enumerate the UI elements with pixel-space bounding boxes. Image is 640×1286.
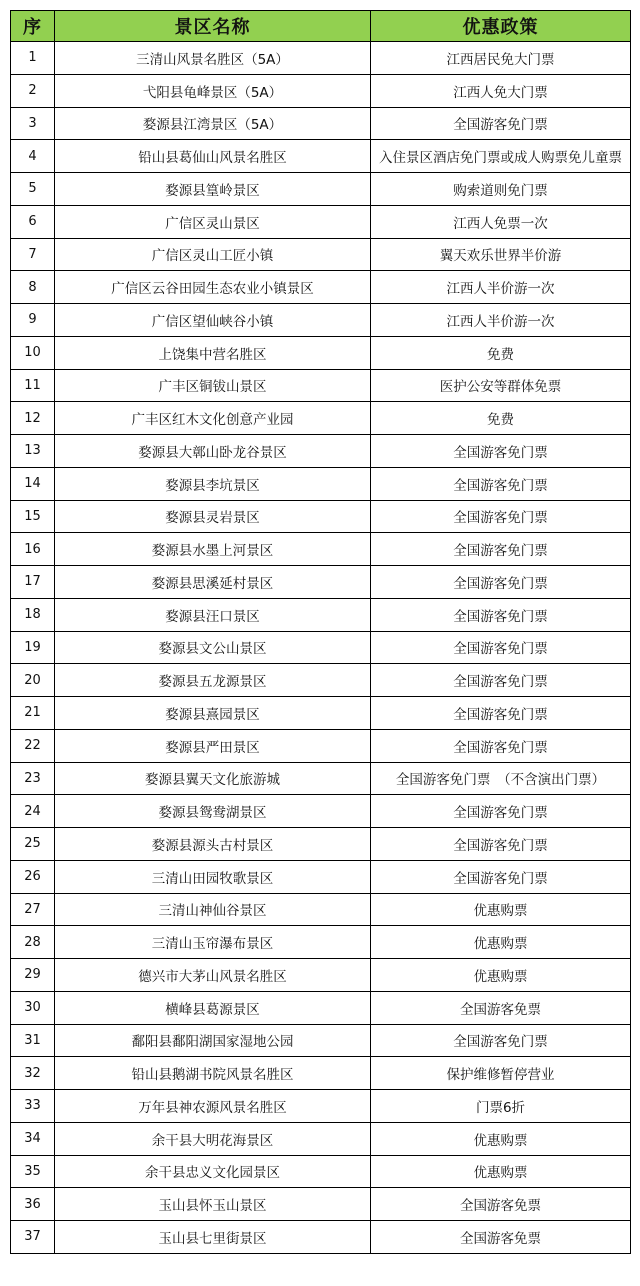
- row-index-cell: 9: [11, 304, 55, 337]
- policy-cell: 全国游客免门票: [371, 598, 631, 631]
- attraction-name-cell: 玉山县七里街景区: [55, 1221, 371, 1254]
- table-row: [11, 762, 631, 795]
- table-row: [11, 1057, 631, 1090]
- table-row: [11, 173, 631, 206]
- attraction-name-cell: 三清山神仙谷景区: [55, 893, 371, 926]
- attraction-name-cell: 横峰县葛源景区: [55, 991, 371, 1024]
- row-index-cell: 18: [11, 598, 55, 631]
- table-row: [11, 1188, 631, 1221]
- attraction-name-cell: 婺源县水墨上河景区: [55, 533, 371, 566]
- table-row: [11, 991, 631, 1024]
- attractions-policy-table: [10, 10, 631, 1254]
- policy-cell: 全国游客免门票: [371, 107, 631, 140]
- table-row: [11, 140, 631, 173]
- table-row: [11, 500, 631, 533]
- table-row: [11, 566, 631, 599]
- row-index-cell: 28: [11, 926, 55, 959]
- row-index-cell: 27: [11, 893, 55, 926]
- row-index-cell: 32: [11, 1057, 55, 1090]
- policy-cell: 门票6折: [371, 1090, 631, 1123]
- row-index-cell: 7: [11, 238, 55, 271]
- row-index-cell: 16: [11, 533, 55, 566]
- header-row: [11, 11, 631, 42]
- policy-cell: 江西人免大门票: [371, 74, 631, 107]
- row-index-cell: 35: [11, 1155, 55, 1188]
- policy-cell: 全国游客免门票: [371, 566, 631, 599]
- policy-cell: 全国游客免门票: [371, 467, 631, 500]
- row-index-cell: 19: [11, 631, 55, 664]
- attraction-name-cell: 三清山田园牧歌景区: [55, 860, 371, 893]
- row-index-cell: 4: [11, 140, 55, 173]
- policy-cell: 全国游客免门票: [371, 697, 631, 730]
- row-index-cell: 14: [11, 467, 55, 500]
- row-index-cell: 23: [11, 762, 55, 795]
- table-row: [11, 893, 631, 926]
- table-row: [11, 664, 631, 697]
- attraction-name-cell: 铅山县葛仙山风景名胜区: [55, 140, 371, 173]
- attraction-name-cell: 婺源县鸳鸯湖景区: [55, 795, 371, 828]
- header-index: 序: [11, 11, 55, 42]
- table-row: [11, 402, 631, 435]
- row-index-cell: 30: [11, 991, 55, 1024]
- row-index-cell: 21: [11, 697, 55, 730]
- table-row: [11, 828, 631, 861]
- attraction-name-cell: 三清山玉帘瀑布景区: [55, 926, 371, 959]
- policy-cell: 全国游客免门票: [371, 533, 631, 566]
- attraction-name-cell: 婺源县严田景区: [55, 729, 371, 762]
- attraction-name-cell: 广信区云谷田园生态农业小镇景区: [55, 271, 371, 304]
- row-index-cell: 26: [11, 860, 55, 893]
- attraction-name-cell: 广信区望仙峡谷小镇: [55, 304, 371, 337]
- policy-cell: 入住景区酒店免门票或成人购票免儿童票: [371, 140, 631, 173]
- table-row: [11, 435, 631, 468]
- table-row: [11, 959, 631, 992]
- table-row: [11, 697, 631, 730]
- table-row: [11, 42, 631, 75]
- policy-cell: 江西居民免大门票: [371, 42, 631, 75]
- table-row: [11, 598, 631, 631]
- policy-cell: 优惠购票: [371, 1122, 631, 1155]
- row-index-cell: 36: [11, 1188, 55, 1221]
- attraction-name-cell: 婺源县大鄣山卧龙谷景区: [55, 435, 371, 468]
- attraction-name-cell: 广信区灵山景区: [55, 205, 371, 238]
- attraction-name-cell: 广丰区铜钹山景区: [55, 369, 371, 402]
- attraction-name-cell: 婺源县熹园景区: [55, 697, 371, 730]
- policy-cell: 江西人半价游一次: [371, 304, 631, 337]
- header-attraction-name: 景区名称: [55, 11, 371, 42]
- policy-cell: 优惠购票: [371, 893, 631, 926]
- policy-cell: 全国游客免门票: [371, 500, 631, 533]
- table-row: [11, 369, 631, 402]
- attraction-name-cell: 婺源县篁岭景区: [55, 173, 371, 206]
- table-row: [11, 238, 631, 271]
- table-row: [11, 304, 631, 337]
- attraction-name-cell: 三清山风景名胜区（5A）: [55, 42, 371, 75]
- attraction-name-cell: 婺源县文公山景区: [55, 631, 371, 664]
- attraction-name-cell: 德兴市大茅山风景名胜区: [55, 959, 371, 992]
- table-row: [11, 860, 631, 893]
- attraction-name-cell: 婺源县源头古村景区: [55, 828, 371, 861]
- attraction-name-cell: 弋阳县龟峰景区（5A）: [55, 74, 371, 107]
- policy-cell: 全国游客免门票: [371, 631, 631, 664]
- table-row: [11, 107, 631, 140]
- policy-cell: 免费: [371, 402, 631, 435]
- table-row: [11, 74, 631, 107]
- policy-cell: 全国游客免门票: [371, 795, 631, 828]
- attraction-name-cell: 婺源县翼天文化旅游城: [55, 762, 371, 795]
- table-row: [11, 1155, 631, 1188]
- attraction-name-cell: 婺源县汪口景区: [55, 598, 371, 631]
- attractions-table-sheet: [10, 10, 631, 1254]
- attraction-name-cell: 铅山县鹅湖书院风景名胜区: [55, 1057, 371, 1090]
- table-row: [11, 631, 631, 664]
- row-index-cell: 20: [11, 664, 55, 697]
- policy-cell: 免费: [371, 336, 631, 369]
- attraction-name-cell: 广丰区红木文化创意产业园: [55, 402, 371, 435]
- table-row: [11, 1221, 631, 1254]
- attraction-name-cell: 上饶集中营名胜区: [55, 336, 371, 369]
- table-row: [11, 926, 631, 959]
- attraction-name-cell: 婺源县江湾景区（5A）: [55, 107, 371, 140]
- policy-cell: 江西人半价游一次: [371, 271, 631, 304]
- policy-cell: 全国游客免票: [371, 991, 631, 1024]
- row-index-cell: 31: [11, 1024, 55, 1057]
- attraction-name-cell: 婺源县思溪延村景区: [55, 566, 371, 599]
- policy-cell: 全国游客免票: [371, 1188, 631, 1221]
- attraction-name-cell: 广信区灵山工匠小镇: [55, 238, 371, 271]
- policy-cell: 优惠购票: [371, 926, 631, 959]
- policy-cell: 全国游客免门票: [371, 828, 631, 861]
- row-index-cell: 2: [11, 74, 55, 107]
- row-index-cell: 8: [11, 271, 55, 304]
- attraction-name-cell: 玉山县怀玉山景区: [55, 1188, 371, 1221]
- policy-cell: 全国游客免票: [371, 1221, 631, 1254]
- row-index-cell: 34: [11, 1122, 55, 1155]
- attraction-name-cell: 婺源县李坑景区: [55, 467, 371, 500]
- attraction-name-cell: 婺源县灵岩景区: [55, 500, 371, 533]
- policy-cell: 全国游客免门票: [371, 664, 631, 697]
- table-row: [11, 336, 631, 369]
- attraction-name-cell: 余干县忠义文化园景区: [55, 1155, 371, 1188]
- row-index-cell: 25: [11, 828, 55, 861]
- table-row: [11, 271, 631, 304]
- table-header: [11, 11, 631, 42]
- policy-cell: 全国游客免门票: [371, 435, 631, 468]
- table-body: [11, 42, 631, 1254]
- policy-cell: 全国游客免门票: [371, 860, 631, 893]
- row-index-cell: 11: [11, 369, 55, 402]
- attraction-name-cell: 鄱阳县鄱阳湖国家湿地公园: [55, 1024, 371, 1057]
- table-row: [11, 795, 631, 828]
- row-index-cell: 12: [11, 402, 55, 435]
- row-index-cell: 29: [11, 959, 55, 992]
- row-index-cell: 6: [11, 205, 55, 238]
- row-index-cell: 37: [11, 1221, 55, 1254]
- table-row: [11, 467, 631, 500]
- table-row: [11, 1122, 631, 1155]
- attraction-name-cell: 婺源县五龙源景区: [55, 664, 371, 697]
- policy-cell: 江西人免票一次: [371, 205, 631, 238]
- table-row: [11, 1090, 631, 1123]
- policy-cell: 优惠购票: [371, 959, 631, 992]
- attraction-name-cell: 万年县神农源风景名胜区: [55, 1090, 371, 1123]
- header-policy: 优惠政策: [371, 11, 631, 42]
- policy-cell: 医护公安等群体免票: [371, 369, 631, 402]
- row-index-cell: 5: [11, 173, 55, 206]
- row-index-cell: 1: [11, 42, 55, 75]
- row-index-cell: 3: [11, 107, 55, 140]
- row-index-cell: 17: [11, 566, 55, 599]
- attraction-name-cell: 余干县大明花海景区: [55, 1122, 371, 1155]
- policy-cell: 保护维修暂停营业: [371, 1057, 631, 1090]
- policy-cell: 优惠购票: [371, 1155, 631, 1188]
- table-row: [11, 205, 631, 238]
- row-index-cell: 22: [11, 729, 55, 762]
- row-index-cell: 24: [11, 795, 55, 828]
- policy-cell: 购索道则免门票: [371, 173, 631, 206]
- row-index-cell: 33: [11, 1090, 55, 1123]
- table-row: [11, 1024, 631, 1057]
- table-row: [11, 729, 631, 762]
- table-row: [11, 533, 631, 566]
- policy-cell: 全国游客免门票: [371, 729, 631, 762]
- row-index-cell: 13: [11, 435, 55, 468]
- policy-cell: 全国游客免门票: [371, 1024, 631, 1057]
- row-index-cell: 15: [11, 500, 55, 533]
- row-index-cell: 10: [11, 336, 55, 369]
- policy-cell: 翼天欢乐世界半价游: [371, 238, 631, 271]
- policy-cell: 全国游客免门票 （不含演出门票）: [371, 762, 631, 795]
